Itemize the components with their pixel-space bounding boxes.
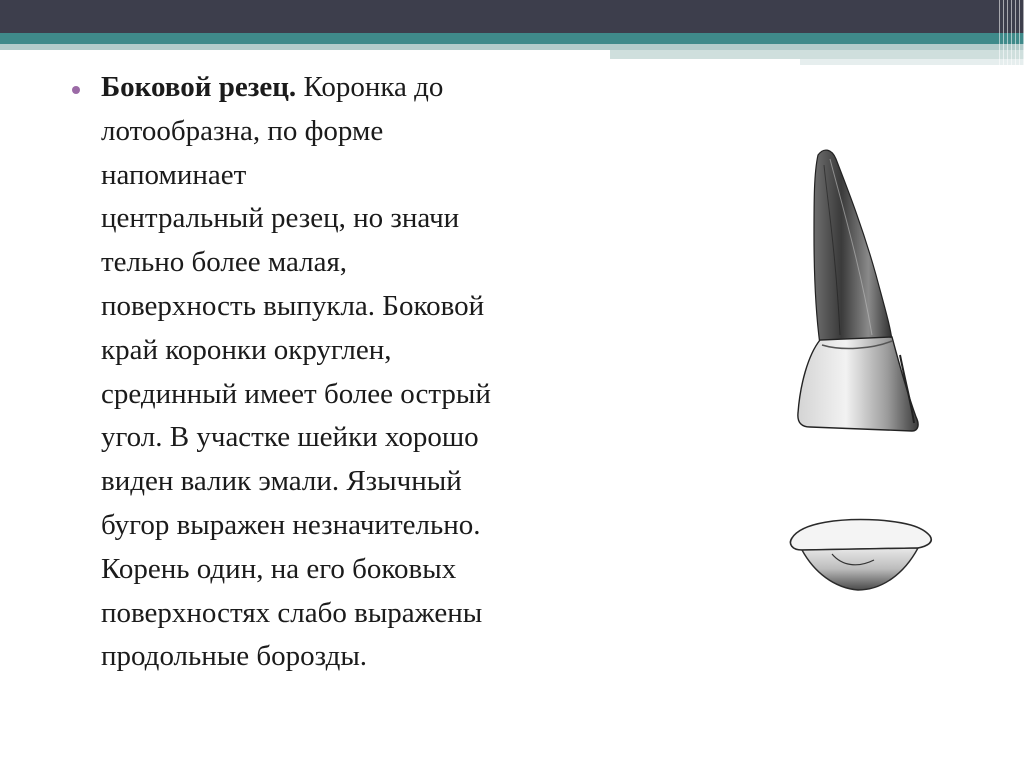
lateral-incisor-illustration xyxy=(780,145,930,445)
slide-body xyxy=(72,66,657,708)
header-bar-teal xyxy=(0,33,1024,44)
bullet-dot xyxy=(72,86,80,94)
bullet-description: Коронка до лотообразна, по форме напоминает центральный резец, но значи тельно более малая, поверхность выпукла. Боковой край коронки округлен, срединный имеет более острый угол. В участке шейки хорошо виден валик эмали. Язычный бугор выражен незначительно. Корень один, на его боковых поверхностях слабо выражены продольные борозды. xyxy=(101,71,491,673)
header-step-decoration xyxy=(610,50,1024,59)
bullet-paragraph xyxy=(101,66,657,679)
header-step-decoration-small xyxy=(800,59,1024,65)
bullet-lead-term: Боковой резец. xyxy=(101,71,297,103)
header-bar-dark xyxy=(0,0,1024,33)
incisal-view-illustration xyxy=(782,510,942,605)
header-edge-stripes xyxy=(996,0,1024,66)
